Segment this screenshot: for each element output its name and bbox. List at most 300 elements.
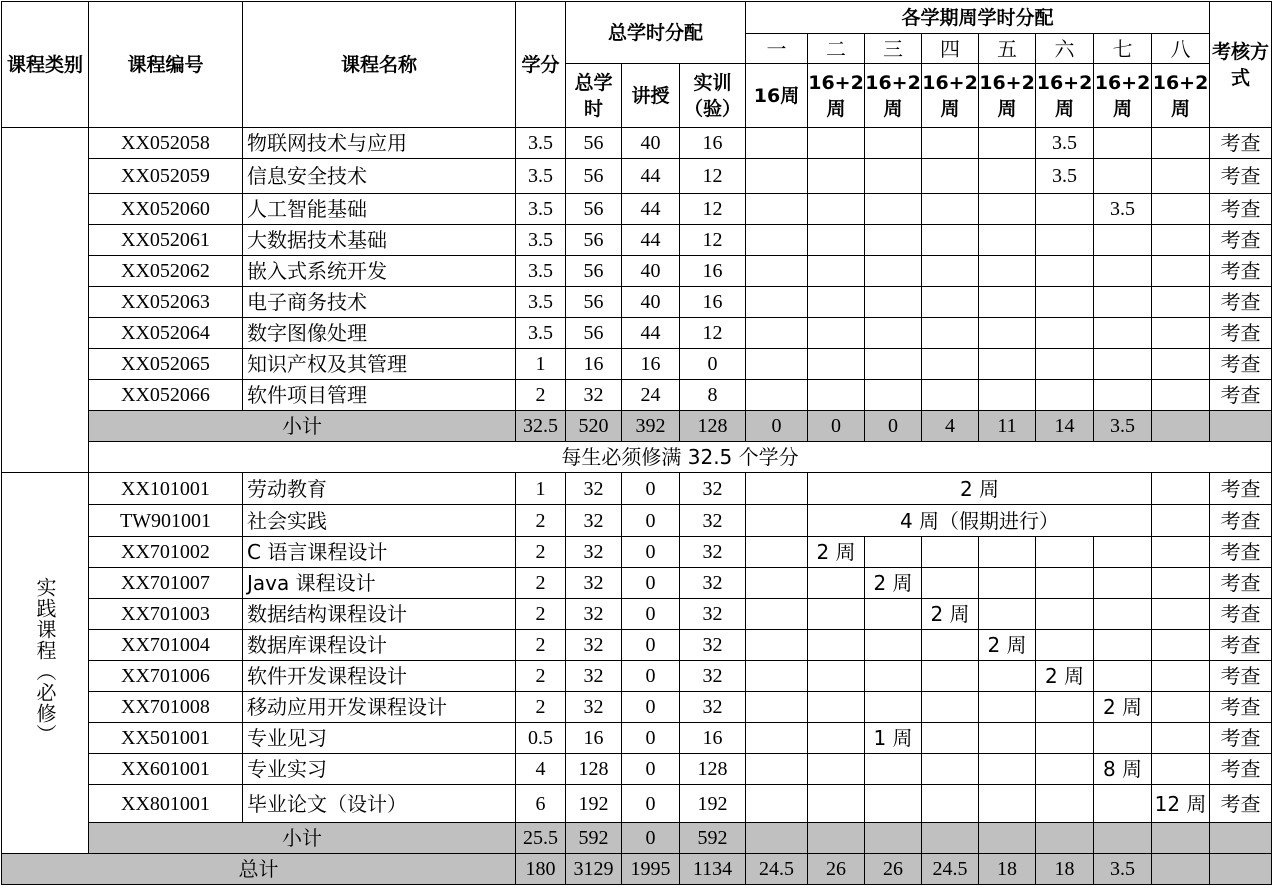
semester-hours-cell (808, 194, 865, 225)
semester-hours-cell (979, 785, 1036, 823)
header-hours-lecture: 讲授 (622, 64, 680, 128)
header-category: 课程类别 (2, 2, 89, 128)
total-hours-cell: 32 (566, 380, 622, 411)
semester-hours-cell (1152, 349, 1210, 380)
header-semester-group: 各学期周学时分配 (746, 2, 1210, 34)
semester-hours-cell (979, 318, 1036, 349)
semester-hours-cell (1036, 225, 1094, 256)
semester-hours-cell (808, 287, 865, 318)
category-cell-practice (2, 473, 89, 854)
semester-hours-cell (922, 194, 979, 225)
semester-hours-cell (865, 194, 922, 225)
subtotal-lecture: 392 (622, 411, 680, 442)
credit-cell: 3.5 (516, 194, 566, 225)
table-row (2, 128, 1272, 159)
table-row (2, 159, 1272, 194)
semester-6: 六 (1036, 34, 1094, 64)
course-name: 软件开发课程设计 (243, 661, 516, 692)
course-code: XX052066 (89, 380, 243, 411)
lecture-hours-cell: 0 (622, 754, 680, 785)
semester-4: 四 (922, 34, 979, 64)
header-assessment: 考核方式 (1210, 2, 1272, 128)
table-row (2, 287, 1272, 318)
practice-hours-cell: 32 (680, 473, 746, 505)
semester-hours-cell: 2 周 (1036, 661, 1094, 692)
semester-hours-cell (979, 349, 1036, 380)
practice-hours-cell: 16 (680, 723, 746, 754)
table-row (2, 630, 1272, 661)
credit-cell: 3.5 (516, 128, 566, 159)
credit-cell: 6 (516, 785, 566, 823)
total-hours-cell: 32 (566, 473, 622, 505)
semester-hours-cell (1036, 287, 1094, 318)
lecture-hours-cell: 40 (622, 287, 680, 318)
semester-hours-cell (865, 287, 922, 318)
total-hours-cell: 56 (566, 225, 622, 256)
credit-requirement-note: 每生必须修满 32.5 个学分 (89, 442, 1272, 473)
course-code: XX052061 (89, 225, 243, 256)
lecture-hours-cell: 44 (622, 318, 680, 349)
course-name: 劳动教育 (243, 473, 516, 505)
subtotal-credit: 25.5 (516, 823, 566, 854)
semester-hours-cell (1036, 754, 1094, 785)
semester-hours-cell (1036, 723, 1094, 754)
semester-hours-cell (922, 128, 979, 159)
semester-hours-cell (922, 568, 979, 599)
subtotal-label: 小计 (89, 411, 516, 442)
subtotal-semester-cell: 0 (865, 411, 922, 442)
course-code: XX101001 (89, 473, 243, 505)
semester-hours-cell (746, 128, 808, 159)
semester-hours-cell (746, 505, 808, 537)
semester-hours-cell (979, 287, 1036, 318)
assessment-cell: 考查 (1210, 692, 1272, 723)
semester-hours-cell (808, 723, 865, 754)
semester-hours-cell (1036, 256, 1094, 287)
semester-hours-cell (1036, 599, 1094, 630)
header-hours-total: 总学时 (566, 64, 622, 128)
total-hours-cell: 56 (566, 128, 622, 159)
semester-hours-cell (1094, 318, 1152, 349)
subtotal-total: 520 (566, 411, 622, 442)
subtotal-semester-cell (808, 823, 865, 854)
course-code: XX701008 (89, 692, 243, 723)
semester-hours-cell: 2 周 (865, 568, 922, 599)
practice-hours-cell: 32 (680, 537, 746, 568)
credit-cell: 4 (516, 754, 566, 785)
semester-hours-cell (979, 661, 1036, 692)
course-code: XX701007 (89, 568, 243, 599)
practice-hours-cell: 12 (680, 318, 746, 349)
course-code: TW901001 (89, 505, 243, 537)
lecture-hours-cell: 0 (622, 537, 680, 568)
grand-total-semester-cell: 24.5 (922, 854, 979, 885)
subtotal-semester-cell (1094, 823, 1152, 854)
semester-hours-cell (865, 785, 922, 823)
semester-hours-cell (922, 723, 979, 754)
semester-hours-cell (808, 599, 865, 630)
semester-hours-cell (1094, 225, 1152, 256)
total-hours-cell: 32 (566, 692, 622, 723)
semester-hours-cell: 3.5 (1094, 194, 1152, 225)
semester-hours-cell: 2 周 (1094, 692, 1152, 723)
semester-hours-cell (922, 754, 979, 785)
assessment-cell: 考查 (1210, 318, 1272, 349)
semester-hours-cell (1152, 380, 1210, 411)
course-name: 物联网技术与应用 (243, 128, 516, 159)
credit-cell: 1 (516, 473, 566, 505)
assessment-cell: 考查 (1210, 630, 1272, 661)
course-code: XX052060 (89, 194, 243, 225)
semester-hours-cell (746, 661, 808, 692)
lecture-hours-cell: 16 (622, 349, 680, 380)
semester-hours-cell (746, 630, 808, 661)
table-row (2, 537, 1272, 568)
semester-hours-cell (922, 318, 979, 349)
total-hours-cell: 56 (566, 159, 622, 194)
course-name: 软件项目管理 (243, 380, 516, 411)
lecture-hours-cell: 24 (622, 380, 680, 411)
practice-hours-cell: 32 (680, 692, 746, 723)
course-name: 知识产权及其管理 (243, 349, 516, 380)
practice-hours-cell: 32 (680, 661, 746, 692)
table-row (2, 473, 1272, 505)
lecture-hours-cell: 0 (622, 723, 680, 754)
course-name: 人工智能基础 (243, 194, 516, 225)
total-hours-cell: 32 (566, 568, 622, 599)
semester-hours-cell (1152, 723, 1210, 754)
subtotal-semester-cell (1152, 823, 1210, 854)
grand-total-semester-cell: 3.5 (1094, 854, 1152, 885)
semester-hours-cell: 12 周 (1152, 785, 1210, 823)
weeks-5: 16+2周 (979, 64, 1036, 128)
table-row (2, 318, 1272, 349)
course-code: XX701004 (89, 630, 243, 661)
weeks-8: 16+2周 (1152, 64, 1210, 128)
grand-total-lecture: 1995 (622, 854, 680, 885)
semester-hours-cell (922, 692, 979, 723)
semester-hours-cell (808, 661, 865, 692)
semester-hours-cell (1094, 599, 1152, 630)
table-row (2, 505, 1272, 537)
semester-hours-cell (922, 349, 979, 380)
semester-hours-cell (746, 287, 808, 318)
semester-hours-cell (1036, 537, 1094, 568)
credit-cell: 2 (516, 505, 566, 537)
semester-hours-cell (746, 599, 808, 630)
table-row (2, 194, 1272, 225)
grand-total-semester-cell: 26 (865, 854, 922, 885)
lecture-hours-cell: 0 (622, 785, 680, 823)
semester-hours-cell (979, 194, 1036, 225)
credit-cell: 3.5 (516, 287, 566, 318)
lecture-hours-cell: 0 (622, 568, 680, 599)
practice-hours-cell: 16 (680, 128, 746, 159)
semester-hours-cell (808, 128, 865, 159)
total-hours-cell: 32 (566, 661, 622, 692)
course-name: 毕业论文（设计） (243, 785, 516, 823)
semester-hours-cell (746, 785, 808, 823)
course-name: 大数据技术基础 (243, 225, 516, 256)
semester-hours-cell (979, 159, 1036, 194)
course-name: 社会实践 (243, 505, 516, 537)
course-code: XX801001 (89, 785, 243, 823)
practice-hours-cell: 8 (680, 380, 746, 411)
course-code: XX052063 (89, 287, 243, 318)
semester-hours-cell (808, 159, 865, 194)
total-hours-cell: 32 (566, 630, 622, 661)
subtotal-semester-cell: 0 (808, 411, 865, 442)
semester-hours-cell (1152, 287, 1210, 318)
semester-7: 七 (1094, 34, 1152, 64)
semester-hours-cell: 2 周 (979, 630, 1036, 661)
course-code: XX052058 (89, 128, 243, 159)
semester-hours-cell (922, 256, 979, 287)
semester-hours-cell (865, 318, 922, 349)
table-row (2, 599, 1272, 630)
semester-hours-cell (746, 537, 808, 568)
assessment-cell: 考查 (1210, 599, 1272, 630)
semester-hours-cell (1094, 661, 1152, 692)
note-row (2, 442, 1272, 473)
semester-hours-cell (979, 599, 1036, 630)
semester-hours-cell (746, 473, 808, 505)
semester-hours-cell: 8 周 (1094, 754, 1152, 785)
semester-hours-cell (1094, 380, 1152, 411)
table-row (2, 225, 1272, 256)
semester-hours-cell (1036, 568, 1094, 599)
course-name: 数据库课程设计 (243, 630, 516, 661)
semester-hours-cell (1094, 537, 1152, 568)
semester-hours-cell (1036, 785, 1094, 823)
semester-hours-cell (808, 318, 865, 349)
total-hours-cell: 32 (566, 505, 622, 537)
semester-hours-cell (922, 661, 979, 692)
course-code: XX052062 (89, 256, 243, 287)
course-name: 专业实习 (243, 754, 516, 785)
subtotal-semester-cell (1036, 823, 1094, 854)
semester-hours-cell (746, 225, 808, 256)
semester-hours-cell (865, 225, 922, 256)
grand-total-credit: 180 (516, 854, 566, 885)
assessment-cell: 考查 (1210, 505, 1272, 537)
subtotal-semester-cell: 11 (979, 411, 1036, 442)
course-code: XX052059 (89, 159, 243, 194)
practice-hours-cell: 32 (680, 505, 746, 537)
semester-hours-cell (865, 630, 922, 661)
course-name: C 语言课程设计 (243, 537, 516, 568)
semester-hours-cell (1036, 349, 1094, 380)
semester-5: 五 (979, 34, 1036, 64)
semester-hours-cell (1094, 785, 1152, 823)
subtotal-semester-cell (865, 823, 922, 854)
credit-cell: 2 (516, 380, 566, 411)
lecture-hours-cell: 40 (622, 256, 680, 287)
subtotal-total: 592 (566, 823, 622, 854)
grand-total-semester-cell: 18 (979, 854, 1036, 885)
semester-hours-cell (922, 785, 979, 823)
semester-hours-cell (1152, 505, 1210, 537)
semester-8: 八 (1152, 34, 1210, 64)
weeks-2: 16+2周 (808, 64, 865, 128)
subtotal-practice: 592 (680, 823, 746, 854)
practice-hours-cell: 32 (680, 568, 746, 599)
semester-hours-cell (1152, 128, 1210, 159)
lecture-hours-cell: 0 (622, 505, 680, 537)
semester-hours-cell (1152, 568, 1210, 599)
semester-hours-cell (746, 754, 808, 785)
total-hours-cell: 16 (566, 723, 622, 754)
lecture-hours-cell: 44 (622, 225, 680, 256)
lecture-hours-cell: 0 (622, 661, 680, 692)
table-row (2, 380, 1272, 411)
semester-hours-cell (808, 225, 865, 256)
semester-hours-cell (1152, 256, 1210, 287)
assessment-cell: 考查 (1210, 225, 1272, 256)
subtotal-practice: 128 (680, 411, 746, 442)
semester-hours-cell (979, 256, 1036, 287)
table-row (2, 568, 1272, 599)
category-label-practice: 实践课程（必修） (33, 576, 57, 745)
semester-1: 一 (746, 34, 808, 64)
assessment-cell: 考查 (1210, 754, 1272, 785)
semester-hours-cell (979, 380, 1036, 411)
total-hours-cell: 56 (566, 287, 622, 318)
course-name: 数据结构课程设计 (243, 599, 516, 630)
semester-hours-cell (1152, 630, 1210, 661)
semester-hours-cell (746, 380, 808, 411)
header-credit: 学分 (516, 2, 566, 128)
practice-hours-cell: 192 (680, 785, 746, 823)
assessment-cell: 考查 (1210, 723, 1272, 754)
lecture-hours-cell: 44 (622, 159, 680, 194)
grand-total-practice: 1134 (680, 854, 746, 885)
grand-total-semester-cell: 26 (808, 854, 865, 885)
assessment-cell: 考查 (1210, 256, 1272, 287)
table-row (2, 349, 1272, 380)
semester-hours-cell (1152, 692, 1210, 723)
subtotal-lecture: 0 (622, 823, 680, 854)
course-code: XX701006 (89, 661, 243, 692)
semester-hours-cell (808, 380, 865, 411)
semester-hours-cell (1152, 194, 1210, 225)
table-row (2, 723, 1272, 754)
lecture-hours-cell: 0 (622, 692, 680, 723)
course-name: Java 课程设计 (243, 568, 516, 599)
assessment-cell: 考查 (1210, 380, 1272, 411)
assessment-cell: 考查 (1210, 785, 1272, 823)
lecture-hours-cell: 44 (622, 194, 680, 225)
grand-total-row (2, 854, 1272, 885)
semester-hours-cell (865, 754, 922, 785)
grand-total-semester-cell: 18 (1036, 854, 1094, 885)
semester-hours-cell (865, 599, 922, 630)
semester-hours-cell (979, 692, 1036, 723)
weeks-6: 16+2周 (1036, 64, 1094, 128)
semester-hours-cell (1036, 318, 1094, 349)
assessment-cell: 考查 (1210, 194, 1272, 225)
semester-hours-cell (1152, 537, 1210, 568)
semester-hours-cell (979, 754, 1036, 785)
credit-cell: 0.5 (516, 723, 566, 754)
practice-hours-cell: 16 (680, 287, 746, 318)
subtotal-semester-cell: 14 (1036, 411, 1094, 442)
practice-hours-cell: 0 (680, 349, 746, 380)
subtotal-row (2, 823, 1272, 854)
semester-span-cell: 2 周 (808, 473, 1152, 505)
category-cell-elective (2, 128, 89, 473)
practice-hours-cell: 12 (680, 159, 746, 194)
semester-hours-cell (808, 754, 865, 785)
practice-hours-cell: 32 (680, 630, 746, 661)
semester-hours-cell (1094, 256, 1152, 287)
semester-hours-cell: 1 周 (865, 723, 922, 754)
practice-hours-cell: 128 (680, 754, 746, 785)
total-hours-cell: 128 (566, 754, 622, 785)
header-hours-practice: 实训（验） (680, 64, 746, 128)
credit-cell: 2 (516, 661, 566, 692)
assessment-cell: 考查 (1210, 287, 1272, 318)
assessment-cell: 考查 (1210, 128, 1272, 159)
practice-hours-cell: 32 (680, 599, 746, 630)
grand-total-assessment (1210, 854, 1272, 885)
semester-hours-cell (1152, 473, 1210, 505)
semester-span-cell: 4 周（假期进行） (808, 505, 1152, 537)
assessment-cell: 考查 (1210, 568, 1272, 599)
credit-cell: 3.5 (516, 225, 566, 256)
grand-total-semester-cell: 24.5 (746, 854, 808, 885)
course-code: XX052064 (89, 318, 243, 349)
grand-total-total: 3129 (566, 854, 622, 885)
semester-hours-cell (1094, 287, 1152, 318)
course-name: 信息安全技术 (243, 159, 516, 194)
practice-hours-cell: 16 (680, 256, 746, 287)
semester-hours-cell (1036, 692, 1094, 723)
table-row (2, 692, 1272, 723)
semester-hours-cell (746, 692, 808, 723)
subtotal-semester-cell: 4 (922, 411, 979, 442)
semester-hours-cell (746, 723, 808, 754)
semester-hours-cell (1152, 225, 1210, 256)
semester-hours-cell: 2 周 (808, 537, 865, 568)
credit-cell: 3.5 (516, 256, 566, 287)
semester-hours-cell (746, 194, 808, 225)
course-name: 专业见习 (243, 723, 516, 754)
semester-hours-cell (922, 380, 979, 411)
course-code: XX701003 (89, 599, 243, 630)
assessment-cell: 考查 (1210, 159, 1272, 194)
lecture-hours-cell: 40 (622, 128, 680, 159)
grand-total-label: 总计 (2, 854, 516, 885)
semester-hours-cell (1036, 380, 1094, 411)
course-name: 移动应用开发课程设计 (243, 692, 516, 723)
header-name: 课程名称 (243, 2, 516, 128)
credit-cell: 3.5 (516, 159, 566, 194)
table-row (2, 785, 1272, 823)
semester-hours-cell (865, 128, 922, 159)
subtotal-semester-cell (1152, 411, 1210, 442)
course-name: 电子商务技术 (243, 287, 516, 318)
semester-hours-cell (1152, 318, 1210, 349)
semester-hours-cell (865, 256, 922, 287)
semester-hours-cell (1152, 599, 1210, 630)
subtotal-assessment (1210, 411, 1272, 442)
semester-hours-cell (979, 723, 1036, 754)
lecture-hours-cell: 0 (622, 473, 680, 505)
semester-hours-cell: 3.5 (1036, 159, 1094, 194)
course-name: 数字图像处理 (243, 318, 516, 349)
subtotal-row (2, 411, 1272, 442)
